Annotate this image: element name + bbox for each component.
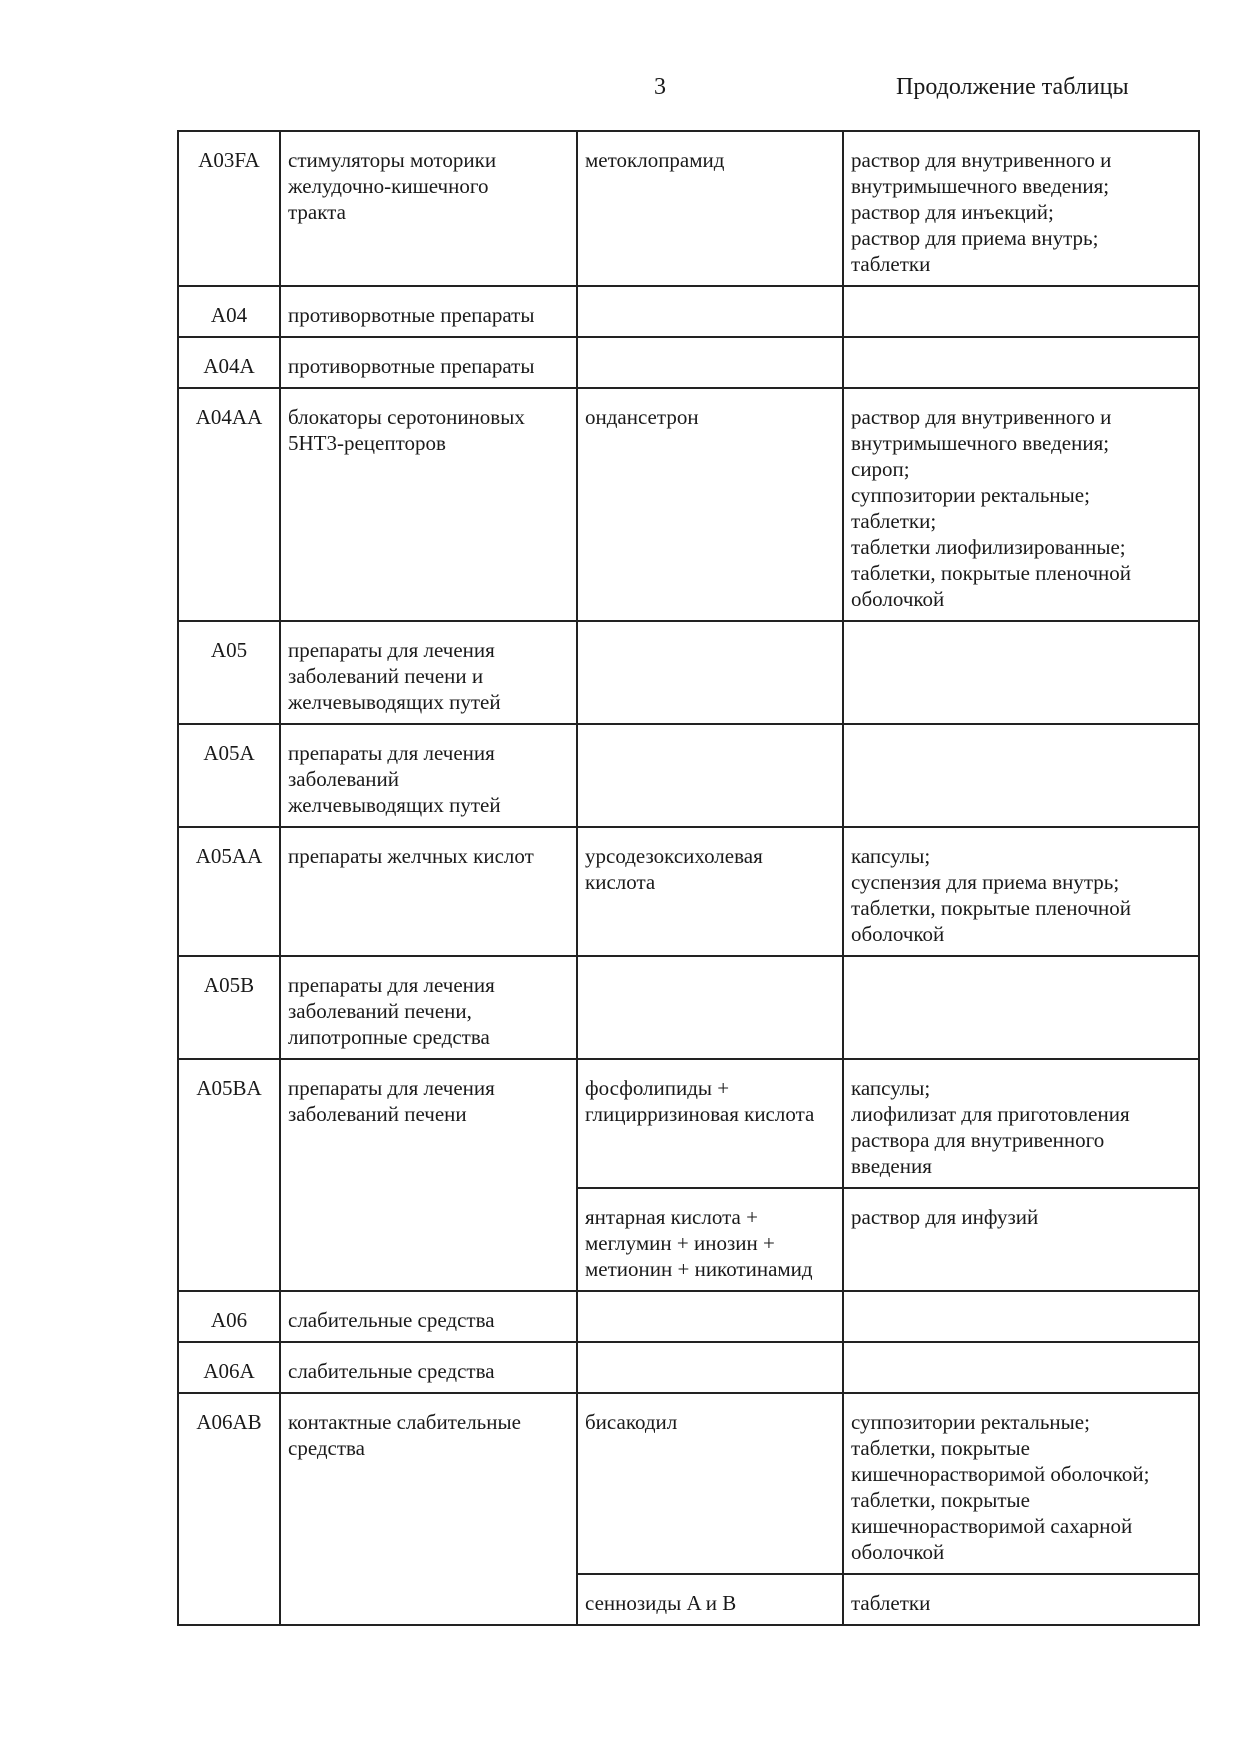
dosage-forms-cell: капсулы; лиофилизат для приготовления раствора для внутривенного введения [843,1059,1199,1188]
drug-name-cell: урсодезоксихолевая кислота [577,827,843,956]
group-name-cell: препараты желчных кислот [280,827,577,956]
dosage-forms-cell [843,286,1199,337]
atc-code-cell: A05BA [178,1059,280,1291]
table-row [178,724,1199,827]
table-row [178,827,1199,956]
group-name-cell: стимуляторы моторики желудочно-кишечного тракта [280,131,577,286]
drug-name-cell [577,724,843,827]
atc-drug-table [177,130,1200,1626]
drug-name-cell: янтарная кислота + меглумин + инозин + метионин + никотинамид [577,1188,843,1291]
dosage-forms-cell: капсулы; суспензия для приема внутрь; таблетки, покрытые пленочной оболочкой [843,827,1199,956]
atc-code-cell: A05B [178,956,280,1059]
drug-name-cell [577,286,843,337]
table-continuation-label: Продолжение таблицы [896,74,1129,100]
group-name-cell: препараты для лечения заболеваний желчевыводящих путей [280,724,577,827]
atc-code-cell: A06AB [178,1393,280,1625]
dosage-forms-cell [843,724,1199,827]
dosage-forms-cell: раствор для внутривенного и внутримышечного введения; сироп; суппозитории ректальные; таблетки; таблетки лиофилизированные; таблетки, покрытые пленочной оболочкой [843,388,1199,621]
group-name-cell: препараты для лечения заболеваний печени [280,1059,577,1291]
dosage-forms-cell: раствор для инфузий [843,1188,1199,1291]
table-row [178,1291,1199,1342]
drug-name-cell [577,337,843,388]
table-row [178,131,1199,286]
group-name-cell: слабительные средства [280,1342,577,1393]
drug-name-cell: сеннозиды A и B [577,1574,843,1625]
table-row [178,286,1199,337]
drug-name-cell: ондансетрон [577,388,843,621]
drug-name-cell: бисакодил [577,1393,843,1574]
drug-name-cell [577,1291,843,1342]
drug-name-cell: фосфолипиды + глицирризиновая кислота [577,1059,843,1188]
atc-code-cell: A03FA [178,131,280,286]
dosage-forms-cell: суппозитории ректальные; таблетки, покрытые кишечнорастворимой оболочкой; таблетки, покрытые кишечнорастворимой сахарной оболочкой [843,1393,1199,1574]
dosage-forms-cell: раствор для внутривенного и внутримышечного введения; раствор для инъекций; раствор для приема внутрь; таблетки [843,131,1199,286]
table-row [178,1059,1199,1188]
group-name-cell: слабительные средства [280,1291,577,1342]
atc-code-cell: A04 [178,286,280,337]
atc-code-cell: A05A [178,724,280,827]
atc-code-cell: A06 [178,1291,280,1342]
atc-code-cell: A04A [178,337,280,388]
table-row [178,621,1199,724]
table-row [178,956,1199,1059]
atc-code-cell: A04AA [178,388,280,621]
drug-name-cell [577,621,843,724]
group-name-cell: препараты для лечения заболеваний печени и желчевыводящих путей [280,621,577,724]
group-name-cell: контактные слабительные средства [280,1393,577,1625]
table-row [178,337,1199,388]
drug-name-cell: метоклопрамид [577,131,843,286]
group-name-cell: блокаторы серотониновых 5HT3-рецепторов [280,388,577,621]
drug-name-cell [577,1342,843,1393]
page-number: 3 [654,74,666,100]
atc-code-cell: A06A [178,1342,280,1393]
group-name-cell: противорвотные препараты [280,337,577,388]
dosage-forms-cell: таблетки [843,1574,1199,1625]
dosage-forms-cell [843,1291,1199,1342]
dosage-forms-cell [843,337,1199,388]
dosage-forms-cell [843,621,1199,724]
table-row [178,388,1199,621]
atc-code-cell: A05 [178,621,280,724]
table-row [178,1342,1199,1393]
table-row [178,1393,1199,1574]
group-name-cell: противорвотные препараты [280,286,577,337]
dosage-forms-cell [843,956,1199,1059]
dosage-forms-cell [843,1342,1199,1393]
drug-name-cell [577,956,843,1059]
group-name-cell: препараты для лечения заболеваний печени, липотропные средства [280,956,577,1059]
atc-code-cell: A05AA [178,827,280,956]
